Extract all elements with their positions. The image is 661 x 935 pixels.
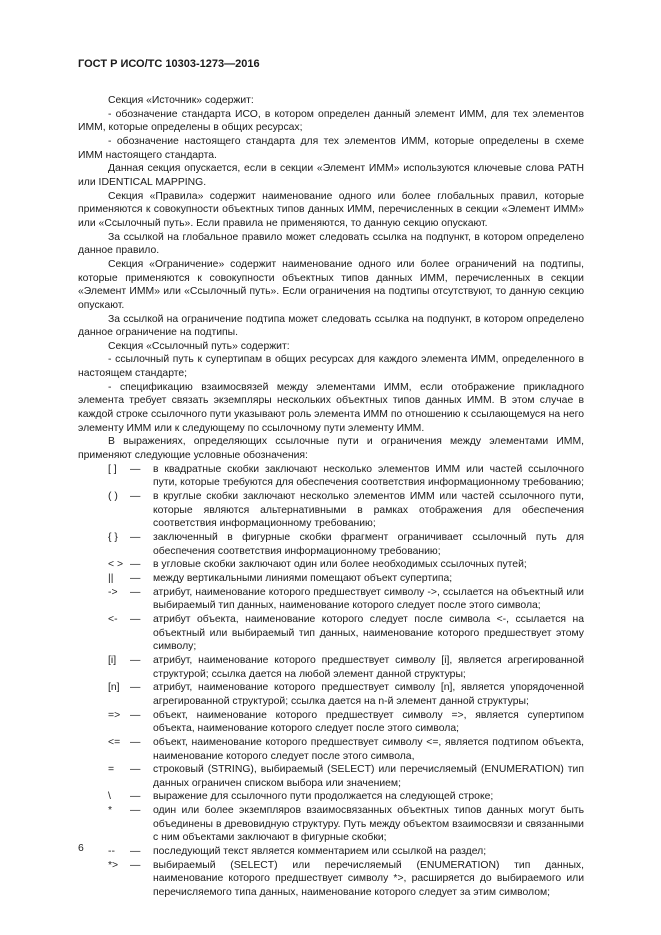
definition-dash: — xyxy=(130,764,141,776)
definition-dash: — xyxy=(130,491,141,503)
notation-symbol: [n] xyxy=(108,682,120,694)
definition-item xyxy=(78,613,584,654)
paragraph: - спецификацию взаимосвязей между элементами ИММ, если отображение прикладного элемента требует связать экземпляры нескольких объектных типов данных ИММ. В этом случае в каждой строке ссылочного пути указывают роль элемента ИММ по отношению к ссылающемуся на него элементу ИММ или к следующему по ссылочному пути элементу ИММ. xyxy=(78,381,584,434)
notation-symbol: \ xyxy=(108,791,111,803)
notation-symbol: <- xyxy=(108,613,118,625)
definition-text: атрибут, наименование которого предшествует символу ->, ссылается на объектный или выбираемый тип данных, наименование которого следует после этого символа; xyxy=(153,586,584,612)
notation-symbol: < > xyxy=(108,559,124,571)
notation-symbol: [i] xyxy=(108,654,117,666)
definition-item xyxy=(78,531,584,558)
page-body xyxy=(78,94,584,900)
definition-text: строковый (STRING), выбираемый (SELECT) или перечисляемый (ENUMERATION) тип данных ограничен списком выбора или значением; xyxy=(153,764,584,789)
paragraph: Секция «Правила» содержит наименование одного или более глобальных правил, которые применяются к совокупности объектных типов данных ИММ, перечисленных в секции «Элемент ИММ» или «Ссылочный путь». Если правила не применяются, то данную секцию опускают. xyxy=(78,190,584,229)
definition-dash: — xyxy=(130,463,141,475)
definition-dash: — xyxy=(130,654,141,666)
definition-item xyxy=(78,572,584,586)
definition-dash: — xyxy=(130,859,141,871)
definition-dash: — xyxy=(130,805,141,817)
definition-text: объект, наименование которого предшествует символу =>, является супертипом объекта, наименование которого следует после этого символа; xyxy=(153,709,584,735)
notation-symbol: ( ) xyxy=(108,491,118,503)
definition-item xyxy=(78,736,584,763)
definition-item xyxy=(78,558,584,572)
notation-symbol: -- xyxy=(108,846,115,858)
notation-symbol: <= xyxy=(108,736,121,748)
paragraph: - обозначение настоящего стандарта для тех элементов ИММ, которые определены в схеме ИММ настоящего стандарта. xyxy=(78,135,584,161)
definition-text: заключенный в фигурные скобки фрагмент ограничивает ссылочный путь для обеспечения соответствия информационному требованию; xyxy=(153,532,584,557)
definition-text: один или более экземпляров взаимосвязанных объектных типов данных могут быть объединены в древовидную структуру. Путь между объектом взаимосвязи и связанными с ним объектами заключают в фигурные скобки; xyxy=(153,805,584,844)
notation-symbol: { } xyxy=(108,532,118,543)
notation-symbol: = xyxy=(108,764,115,776)
paragraph: За ссылкой на глобальное правило может следовать ссылка на подпункт, в котором определено данное правило. xyxy=(78,231,584,257)
paragraph: Секция «Источник» содержит: xyxy=(108,95,254,106)
definition-item xyxy=(78,463,584,490)
definition-text: атрибут, наименование которого предшествует символу [i], является агрегированной структурой; ссылка дается на любой элемент данной структуры; xyxy=(153,654,584,680)
notation-symbol: -> xyxy=(108,586,118,598)
definition-text: между вертикальными линиями помещают объект супертипа; xyxy=(153,572,453,584)
definition-item xyxy=(78,586,584,613)
definition-item xyxy=(78,681,584,708)
definition-text: атрибут объекта, наименование которого следует после символа <-, ссылается на объектный или выбираемый тип данных, наименование которого предшествует этому символу; xyxy=(153,613,584,653)
definition-item xyxy=(78,709,584,736)
page-number: 6 xyxy=(78,843,84,854)
notation-symbol: * xyxy=(108,805,113,817)
notation-symbol: || xyxy=(108,572,114,584)
definition-text: в квадратные скобки заключают несколько элементов ИММ или частей ссылочного пути, которые требуются для обеспечения соответствия информационному требованию; xyxy=(153,463,584,489)
definition-dash: — xyxy=(130,709,141,721)
paragraph: В выражениях, определяющих ссылочные пути и ограничения между элементами ИММ, применяют следующие условные обозначения: xyxy=(78,436,584,462)
paragraph: За ссылкой на ограничение подтипа может следовать ссылка на подпункт, в котором определено данное ограничение на подтипы. xyxy=(78,313,584,339)
definition-text: атрибут, наименование которого предшествует символу [n], является упорядоченной агрегированной структурой; ссылка дается на n-й элемент данной структуры; xyxy=(153,682,584,707)
paragraph: Секция «Ограничение» содержит наименование одного или более ограничений на подтипы, которые применяются к совокупности объектных типов данных ИММ, перечисленных в секции «Элемент ИММ» или «Ссылочный путь». Если ограничения на подтипы отсутствуют, то данную секцию опускают. xyxy=(78,258,584,311)
definition-item xyxy=(78,859,584,900)
paragraph: - обозначение стандарта ИСО, в котором определен данный элемент ИММ, для тех элементов ИММ, которые определены в общих ресурсах; xyxy=(78,108,584,134)
definition-dash: — xyxy=(130,791,141,803)
notation-symbol: [ ] xyxy=(108,463,117,475)
definition-text: объект, наименование которого предшествует символу <=, является подтипом объекта, наименование которого следует после этого символа, xyxy=(153,736,584,762)
definition-dash: — xyxy=(130,586,141,598)
definition-dash: — xyxy=(130,846,141,858)
definition-dash: — xyxy=(130,559,141,571)
definition-dash: — xyxy=(130,613,141,625)
definition-dash: — xyxy=(130,682,141,694)
definition-dash: — xyxy=(130,736,141,748)
document-header: ГОСТ Р ИСО/ТС 10303-1273—2016 xyxy=(78,58,260,70)
definition-item xyxy=(78,654,584,681)
notation-symbol: *> xyxy=(108,859,119,871)
paragraph: Данная секция опускается, если в секции «Элемент ИММ» используются ключевые слова PATH или IDENTICAL MAPPING. xyxy=(78,163,584,188)
definition-text: в угловые скобки заключают один или более необходимых ссылочных путей; xyxy=(153,559,527,571)
paragraph: - ссылочный путь к супертипам в общих ресурсах для каждого элемента ИММ, определенного в настоящем стандарте; xyxy=(78,354,584,380)
definition-item xyxy=(78,804,584,845)
notation-symbol: => xyxy=(108,709,121,721)
definition-text: выражение для ссылочного пути продолжается на следующей строке; xyxy=(153,791,494,803)
definition-item xyxy=(78,845,584,859)
definition-item xyxy=(78,790,584,804)
paragraph: Секция «Ссылочный путь» содержит: xyxy=(108,340,290,352)
definition-item xyxy=(78,490,584,531)
notation-definitions-list xyxy=(78,463,584,900)
definition-dash: — xyxy=(130,532,141,543)
definition-text: в круглые скобки заключают несколько элементов ИММ или частей ссылочного пути, которые являются альтернативными в рамках отображения для обеспечения соответствия информационному требованию; xyxy=(153,491,584,530)
definition-item xyxy=(78,763,584,790)
definition-text: выбираемый (SELECT) или перечисляемый (ENUMERATION) тип данных, наименование которого предшествует символу *>, расширяется до выбираемого или перечисляемого типа данных, наименование которого следует за этим символом; xyxy=(153,859,584,899)
definition-dash: — xyxy=(130,572,141,584)
definition-text: последующий текст является комментарием или ссылкой на раздел; xyxy=(153,846,487,858)
